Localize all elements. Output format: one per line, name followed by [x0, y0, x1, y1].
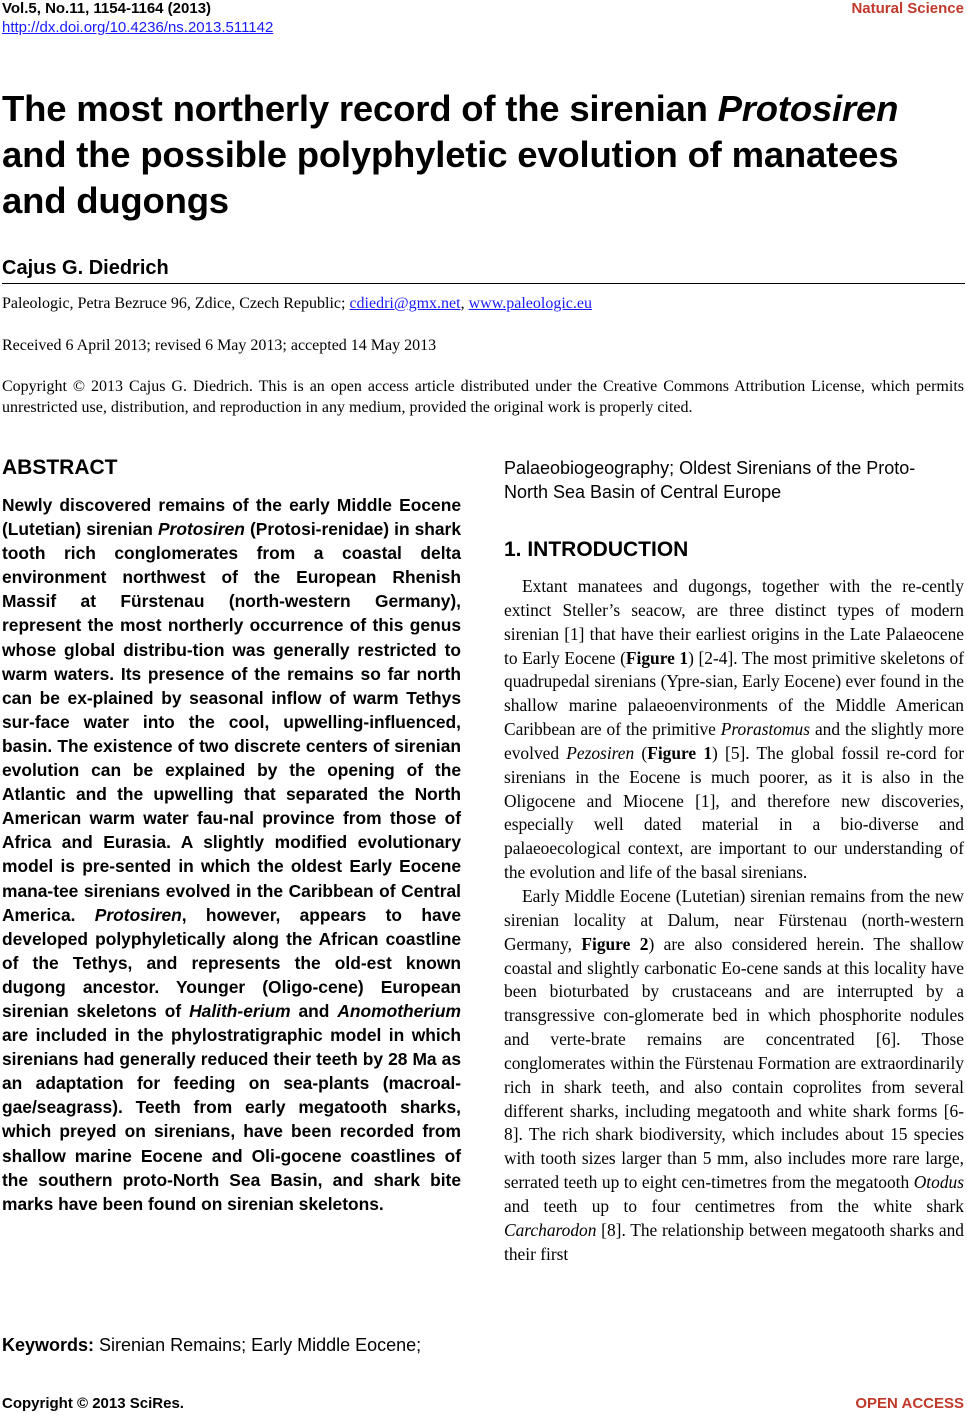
abstract-i3: Halith-erium: [189, 1000, 291, 1021]
copyright-statement: Copyright © 2013 Cajus G. Diedrich. This is an open access article distributed under the Creative Commons Attribution License, which permits unrestricted use, distribution, and reproduction in any medium, provided the original work is properly cited.: [2, 378, 964, 416]
figure-1-ref[interactable]: Figure 1: [625, 647, 689, 668]
intro-p2-a: Early Middle Eocene (Lutetian) sirenian remains from the new sirenian locality at Dalum, near Fürstenau (north-western Germany,: [504, 885, 964, 954]
title-genus: Protosiren: [717, 88, 899, 129]
keywords: [2, 1333, 472, 1357]
keywords-label: Keywords:: [2, 1335, 95, 1355]
abstract-i1: Protosiren: [157, 519, 245, 540]
intro-p1-b: ) [2-4]. The most primitive skeletons of quadrupedal sirenians (Ypre-sian, Early Eocene) ever found in the shallow marine palaeoenvironments of the Middle American Caribbean are of the primitive: [504, 647, 964, 740]
keywords-continued: Palaeobiogeography; Oldest Sirenians of the Proto-North Sea Basin of Central Europe: [504, 458, 916, 502]
volume-info: Vol.5, No.11, 1154-1164 (2013): [2, 0, 212, 17]
intro-paragraph-2: [504, 885, 964, 1267]
introduction-body: [504, 575, 964, 1266]
abstract-t2: (Protosi-renidae) in shark tooth rich conglomerates from a coastal delta environment northwest of the European Rhenish Massif at Fürstenau (north-western Germany), represent the most northerly occurrence of this genus whose global distribu-tion was generally restricted to warm waters. Its presence of the remains so far north can be ex-plained by seasonal inflow of warm Tethys sur-face water into the cool, upwelling-influenced, basin. The existence of two discrete centers of sirenian evolution can be explained by the opening of the Atlantic and the upwelling that separated the North American warm water fau-nal province from those of Africa and Eurasia. A slightly modified evolutionary model is pre-sented in which the oldest Early Eocene mana-tee sirenians evolved in the Caribbean of Central America.: [2, 519, 461, 925]
abstract-t4: and: [290, 1000, 338, 1021]
abstract-heading: ABSTRACT: [2, 456, 118, 479]
intro-paragraph-1: [504, 575, 964, 885]
open-access-label: OPEN ACCESS: [855, 1395, 964, 1412]
author-name: Cajus G. Diedrich: [2, 257, 169, 279]
affiliation-separator: ,: [460, 295, 469, 312]
abstract-i2: Protosiren: [94, 904, 182, 925]
intro-p1-genus2: Pezosiren: [566, 742, 635, 763]
intro-p1-d: (: [634, 742, 648, 763]
author-divider: [2, 283, 965, 284]
article-title: [2, 86, 962, 224]
intro-p1-a: Extant manatees and dugongs, together with the re-cently extinct Steller’s seacow, are three distinct types of modern sirenian [1] that have their earliest origins in the Late Palaeocene to Early Eocene (: [504, 576, 964, 668]
intro-p2-genus2: Carcharodon: [504, 1219, 597, 1240]
title-part1: The most northerly record of the sirenian: [2, 88, 718, 129]
footer-copyright: Copyright © 2013 SciRes.: [2, 1395, 184, 1412]
figure-2-ref[interactable]: Figure 2: [581, 933, 649, 954]
keywords-text-col1: Sirenian Remains; Early Middle Eocene;: [94, 1335, 422, 1355]
abstract-t5: are included in the phylostratigraphic model in which sirenians had generally reduced their teeth by 28 Ma as an adaptation for feeding on sea-plants (macroal-gae/seagrass). Teeth from early megatooth sharks, which preyed on sirenians, have been recorded from shallow marine Eocene and Oli-gocene coastlines of the southern proto-North Sea Basin, and shark bite marks have been found on sirenian skeletons.: [2, 1025, 461, 1214]
abstract-t3: , however, appears to have developed polyphyletically along the African coastline of the Tethys, and represents the old-est known dugong ancestor. Younger (Oligo-cene) European sirenian skeletons of: [2, 904, 461, 1021]
title-part2: and the possible polyphyletic evolution of manatees and dugongs: [2, 134, 899, 221]
intro-p2-genus1: Otodus: [913, 1172, 964, 1193]
abstract-i4: Anomotherium: [337, 1000, 461, 1021]
intro-p1-c: and the slightly more evolved: [504, 719, 964, 763]
intro-p2-d: [8]. The relationship between megatooth sharks and their first: [504, 1219, 964, 1264]
website-link[interactable]: www.paleologic.eu: [468, 295, 592, 312]
received-dates: Received 6 April 2013; revised 6 May 2013; accepted 14 May 2013: [2, 337, 437, 354]
intro-p1-e: ) [5]. The global fossil re-cord for sirenians in the Eocene is much poorer, as it is also in the Oligocene and Miocene [1], and therefore new discoveries, especially well dated material in a bio-diverse and palaeoecological context, are important to our understanding of the evolution and life of the basal sirenians.: [504, 742, 964, 883]
affiliation-text: Paleologic, Petra Bezruce 96, Zdice, Czech Republic;: [2, 295, 350, 312]
intro-p2-b: ) are also considered herein. The shallow coastal and slightly carbonatic Eo-cene sands at this locality have been bioturbated by crustaceans and are interrupted by a transgressive con-glomerate bed in which phosphorite nodules and verte-brate remains are concentrated [6]. Those conglomerates within the Fürstenau Formation are extraordinarily rich in shark teeth, and also contain coprolites from several different sharks, including megatooth and white shark forms [6-8]. The rich shark biodiversity, which includes about 15 species with tooth sizes larger than 5 mm, also includes more rare large, serrated teeth up to eight cen-timetres from the megatooth: [504, 933, 964, 1193]
journal-name: Natural Science: [851, 0, 964, 17]
intro-p1-genus1: Prorastomus: [720, 719, 811, 740]
figure-1-ref-2[interactable]: Figure 1: [647, 742, 713, 763]
email-link[interactable]: cdiedri@gmx.net: [349, 295, 461, 312]
doi-link[interactable]: http://dx.doi.org/10.4236/ns.2013.511142: [2, 19, 274, 36]
abstract-text: [2, 493, 461, 1216]
abstract-t1: Newly discovered remains of the early Middle Eocene (Lutetian) sirenian: [2, 495, 461, 540]
affiliation: [2, 294, 592, 314]
intro-p2-c: and teeth up to four centimetres from the white shark: [504, 1195, 964, 1216]
introduction-heading: 1. INTRODUCTION: [504, 538, 689, 561]
